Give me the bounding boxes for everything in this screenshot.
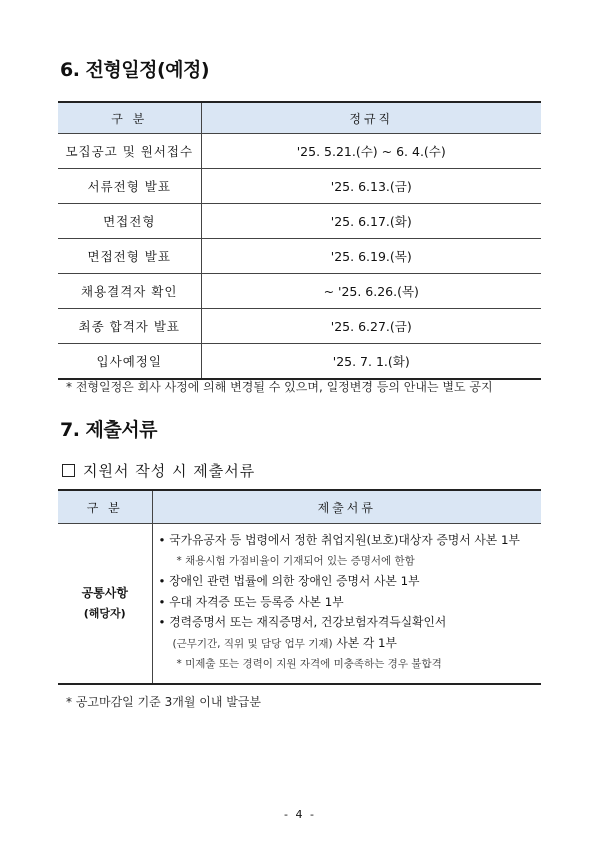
table-row: [58, 309, 541, 344]
category-cell: [58, 524, 152, 684]
section-6-title: 6. 전형일정(예정): [60, 59, 210, 81]
date-cell: '25. 6.19.(목): [201, 239, 541, 274]
date-cell: '25. 6.13.(금): [201, 169, 541, 204]
date-cell: '25. 7. 1.(화): [201, 344, 541, 380]
list-item-continuation: [159, 633, 542, 655]
table-row: [58, 239, 541, 274]
header-documents: 제출서류: [152, 490, 541, 524]
documents-header-row: [58, 490, 541, 524]
date-cell: '25. 6.27.(금): [201, 309, 541, 344]
list-item-note: * 미제출 또는 경력이 지원 자격에 미충족하는 경우 불합격: [176, 658, 442, 670]
table-row: [58, 344, 541, 380]
table-row: [58, 204, 541, 239]
stage-cell: 서류전형 발표: [58, 169, 201, 204]
list-item: • 우대 자격증 또는 등록증 사본 1부: [158, 594, 344, 609]
list-item: • 국가유공자 등 법령에서 정한 취업지원(보호)대상자 증명서 사본 1부: [158, 533, 520, 547]
checkbox-square-icon: [62, 464, 75, 477]
table-row: [58, 524, 541, 684]
section-7-title: 7. 제출서류: [60, 419, 157, 441]
list-item-paren: (근무기간, 직위 및 담당 업무 기재): [172, 637, 333, 650]
list-item: • 경력증명서 또는 재직증명서, 건강보험자격득실확인서: [158, 615, 447, 629]
stage-cell: 최종 합격자 발표: [58, 309, 201, 344]
stage-cell: 면접전형 발표: [58, 239, 201, 274]
schedule-note: * 전형일정은 회사 사정에 의해 변경될 수 있으며, 일정변경 등의 안내는 별도 공지: [66, 380, 493, 394]
date-cell: '25. 6.17.(화): [201, 204, 541, 239]
documents-table: [58, 489, 541, 685]
category-label: 공통사항: [81, 585, 128, 600]
page-number: - 4 -: [284, 808, 316, 821]
stage-cell: 면접전형: [58, 204, 201, 239]
header-regular: 정규직: [201, 102, 541, 134]
date-cell: '25. 5.21.(수) ~ 6. 4.(수): [201, 134, 541, 169]
documents-list-cell: [152, 524, 541, 684]
table-row: [58, 169, 541, 204]
stage-cell: 채용결격자 확인: [58, 274, 201, 309]
category-sub-label: (해당자): [83, 606, 126, 620]
list-item: • 장애인 관련 법률에 의한 장애인 증명서 사본 1부: [158, 574, 420, 588]
stage-cell: 모집공고 및 원서접수: [58, 134, 201, 169]
header-category: 구 분: [58, 490, 152, 524]
documents-note: * 공고마감일 기준 3개월 이내 발급분: [66, 695, 261, 709]
documents-subheading: [62, 460, 255, 481]
subheading-text: 지원서 작성 시 제출서류: [83, 462, 256, 480]
stage-cell: 입사예정일: [58, 344, 201, 380]
date-cell: ~ '25. 6.26.(목): [201, 274, 541, 309]
schedule-table: [58, 101, 541, 380]
header-category: 구 분: [58, 102, 201, 134]
table-row: [58, 274, 541, 309]
list-item-note: * 채용시험 가점비율이 기재되어 있는 증명서에 한함: [176, 554, 415, 567]
table-row: [58, 134, 541, 169]
schedule-header-row: [58, 102, 541, 134]
list-item-tail: 사본 각 1부: [332, 635, 397, 650]
